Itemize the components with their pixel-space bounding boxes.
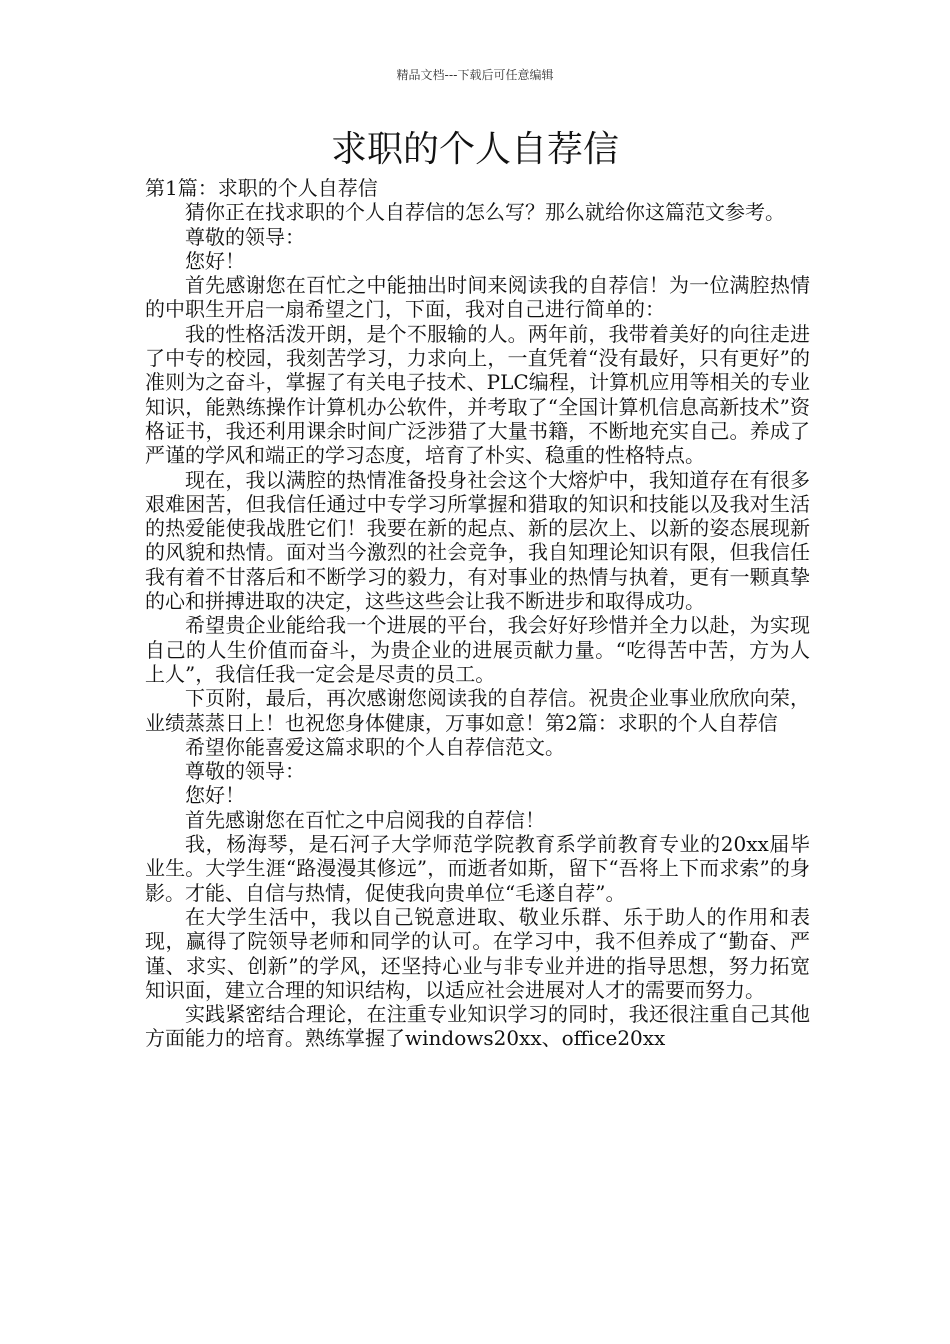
- salutation: 尊敬的领导：: [185, 759, 305, 784]
- salutation: 尊敬的领导：: [185, 224, 305, 249]
- body-paragraph: 我的性格活泼开朗，是个不服输的人。两年前，我带着美好的向往走进了中专的校园，我刻苦学习，力求向上，一直凭着“没有最好，只有更好”的准则为之奋斗，掌握了有关电子技术、PLC编程，计算机应用等相关的专业知识，能熟练操作计算机办公软件，并考取了“全国计算机信息高新技术”资格证书，我还利用课余时间广泛涉猎了大量书籍，不断地充实自己。养成了严谨的学风和端正的学习态度，培育了朴实、稳重的性格特点。: [145, 321, 810, 468]
- document-body: [145, 176, 810, 1051]
- body-paragraph: 希望你能喜爱这篇求职的个人自荐信范文。: [185, 734, 565, 759]
- body-paragraph: 现在，我以满腔的热情准备投身社会这个大熔炉中，我知道存在有很多艰难困苦，但我信任通过中专学习所掌握和猎取的知识和技能以及我对生活的热爱能使我战胜它们！我要在新的起点、新的层次上、以新的姿态展现新的风貌和热情。面对当今激烈的社会竞争，我自知理论知识有限，但我信任我有着不甘落后和不断学习的毅力，有对事业的热情与执着，更有一颗真挚的心和拼搏进取的决定，这些这些会让我不断进步和取得成功。: [145, 467, 810, 614]
- body-paragraph: 首先感谢您在百忙之中能抽出时间来阅读我的自荐信！为一位满腔热情的中职生开启一扇希望之门，下面，我对自己进行简单的：: [145, 273, 810, 322]
- header-note: 精品文档---下载后可任意编辑: [396, 68, 554, 82]
- document-title: 求职的个人自荐信: [330, 129, 619, 170]
- body-paragraph: 在大学生活中，我以自己锐意进取、敬业乐群、乐于助人的作用和表现，赢得了院领导老师和同学的认可。在学习中，我不但养成了“勤奋、严谨、求实、创新”的学风，还坚持心业与非专业并进的指导思想，努力拓宽知识面，建立合理的知识结构，以适应社会进展对人才的需要而努力。: [145, 904, 810, 1002]
- body-paragraph: 猜你正在找求职的个人自荐信的怎么写？那么就给你这篇范文参考。: [185, 200, 785, 225]
- body-paragraph: 实践紧密结合理论，在注重专业知识学习的同时，我还很注重自己其他方面能力的培育。熟练掌握了windows20xx、office20xx: [145, 1002, 810, 1051]
- body-paragraph: 下页附，最后，再次感谢您阅读我的自荐信。祝贵企业事业欣欣向荣，业绩蒸蒸日上！也祝您身体健康，万事如意！第2篇：求职的个人自荐信: [145, 686, 810, 735]
- body-paragraph: 首先感谢您在百忙之中启阅我的自荐信！: [185, 807, 545, 832]
- greeting: 您好！: [185, 783, 245, 808]
- body-paragraph: 我，杨海琴，是石河子大学师范学院教育系学前教育专业的20xx届毕业生。大学生涯“路漫漫其修远”，而逝者如斯，留下“吾将上下而求索”的身影。才能、自信与热情，促使我向贵单位“毛遂自荐”。: [145, 832, 810, 905]
- greeting: 您好！: [185, 248, 245, 273]
- body-paragraph: 希望贵企业能给我一个进展的平台，我会好好珍惜并全力以赴，为实现自己的人生价值而奋斗，为贵企业的进展贡献力量。“吃得苦中苦，方为人上人”，我信任我一定会是尽责的员工。: [145, 613, 810, 686]
- body-paragraph: 第1篇：求职的个人自荐信: [145, 176, 378, 200]
